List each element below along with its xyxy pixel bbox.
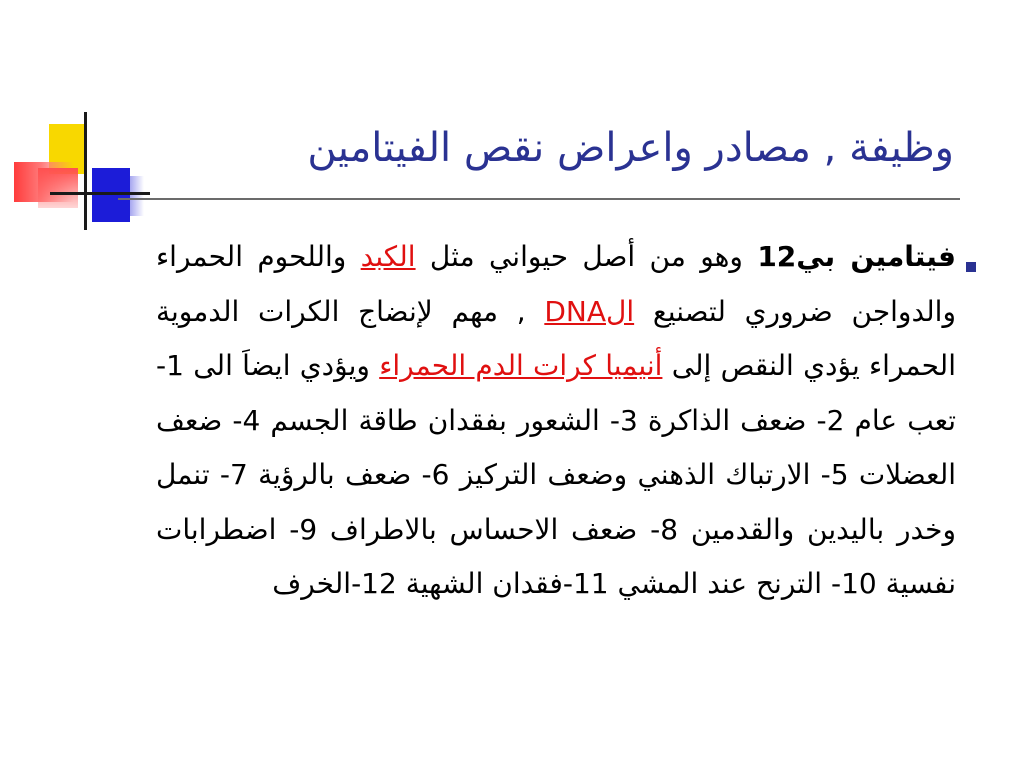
body-text-4: ويؤدي ايضاَ الى 1- تعب عام 2- ضعف الذاكرة 3- الشعور بفقدان طاقة الجسم 4- ضعف العضلات 5- الارتباك الذهني وضعف التركيز 6- ضعف بالرؤية 7- تنمل وخدر باليدين والقدمين 8- ضعف الاحساس بالاطراف 9- اضطرابات نفسية 10- الترنح عند المشي 11-فقدان الشهية 12-الخرف — [156, 349, 957, 600]
horizontal-line — [50, 192, 150, 195]
vitamin-name: فيتامين بي12 — [757, 240, 956, 273]
bullet-icon — [966, 262, 976, 272]
body-text-3: , مهم لإنضاج الكرات الدموية الحمراء يؤدي النقص إلى — [156, 294, 956, 382]
slide-title: وظيفة , مصادر واعراض نقص الفيتامين — [307, 125, 954, 171]
title-underline — [118, 198, 960, 200]
anemia-link[interactable]: أنيميا كرات الدم الحمراء — [379, 349, 663, 382]
blue-fade-square — [108, 176, 144, 216]
body-text-1: وهو من أصل حيواني مثل — [415, 240, 758, 273]
dna-link[interactable]: الDNA — [544, 294, 635, 328]
vertical-line — [84, 112, 87, 230]
red-fade-square — [38, 168, 78, 208]
body-text-2: واللحوم الحمراء والدواجن ضروري لتصنيع — [156, 240, 956, 328]
slide-body — [156, 230, 956, 612]
liver-link[interactable]: الكبد — [360, 240, 416, 273]
